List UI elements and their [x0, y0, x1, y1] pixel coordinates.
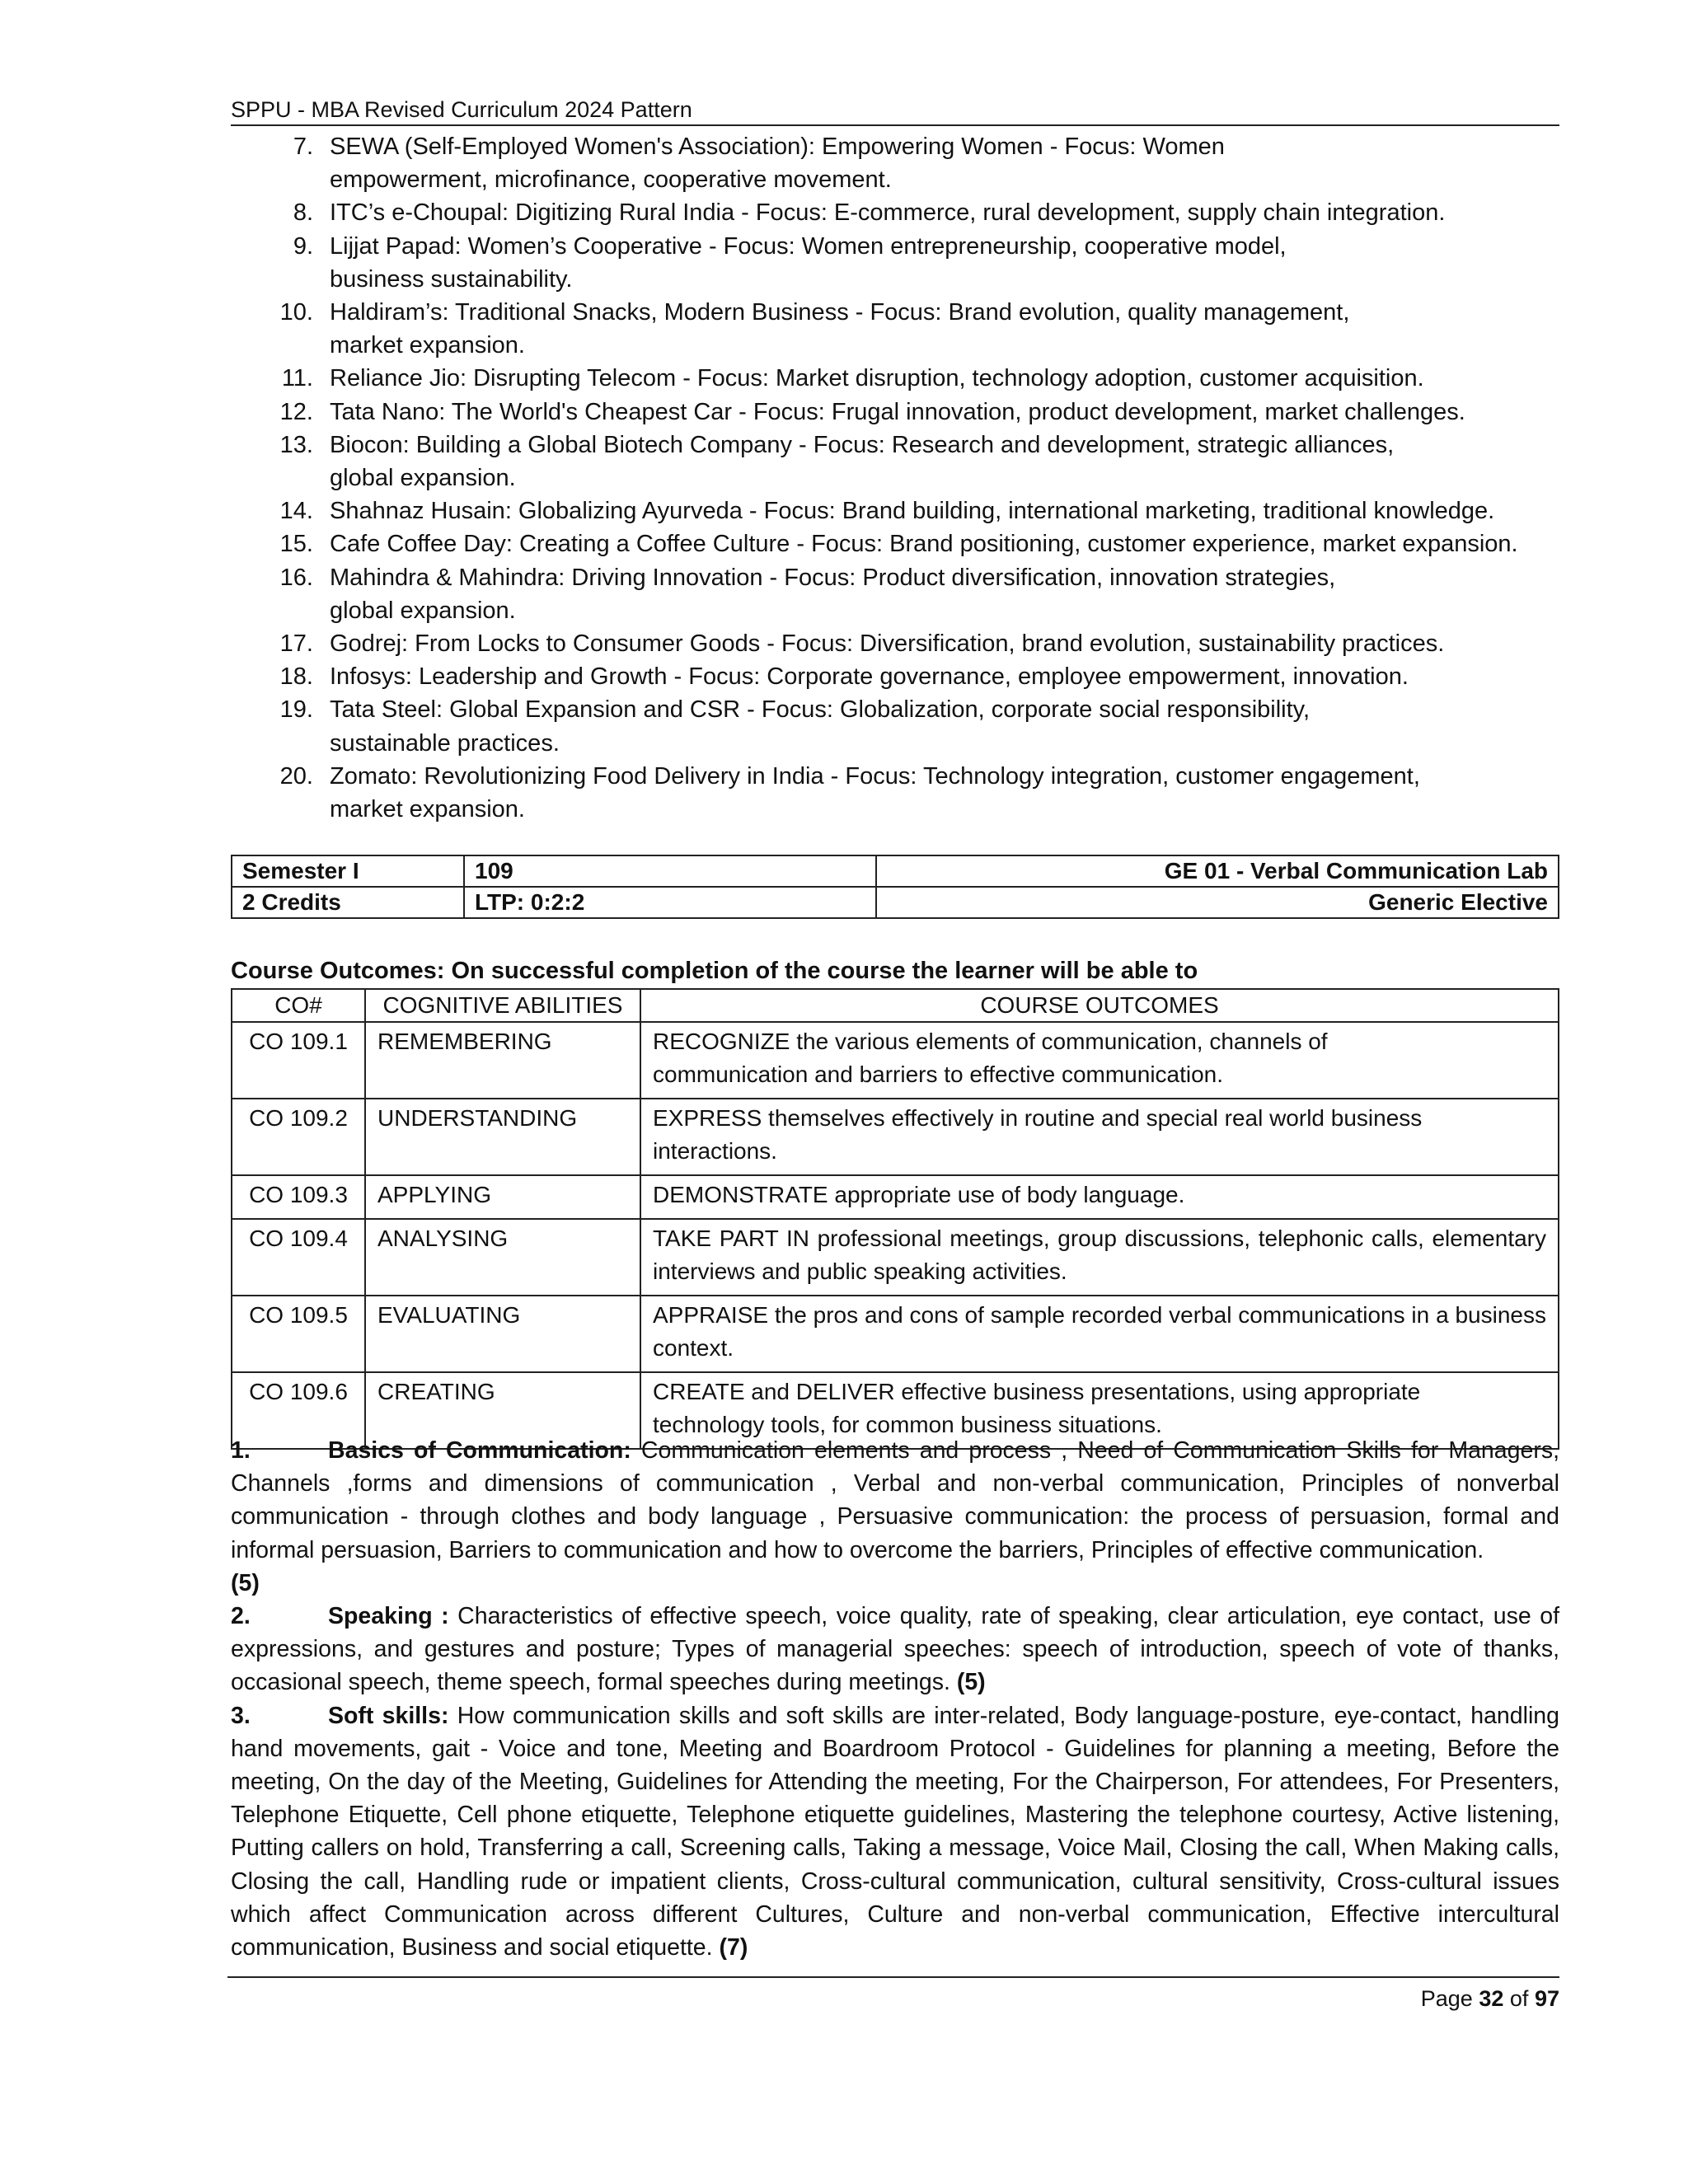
unit-number: 2. — [231, 1603, 251, 1630]
list-text-cont: empowerment, microfinance, cooperative movement. — [330, 166, 892, 194]
unit-title: Basics of Communication: — [328, 1437, 631, 1464]
unit-hours: (5) — [231, 1569, 260, 1596]
list-number: 10. — [279, 299, 313, 326]
list-text: Godrej: From Locks to Consumer Goods - Focus: Diversification, brand evolution, sustainability practices. — [330, 630, 1445, 658]
outcome-cell: EXPRESS themselves effectively in routine and special real world business interactions. — [640, 1099, 1559, 1175]
list-number: 11. — [281, 365, 313, 392]
course-outcomes-table — [231, 988, 1559, 1450]
of-label: of — [1509, 1986, 1529, 2011]
page-label: Page — [1420, 1986, 1473, 2011]
list-text: Biocon: Building a Global Biotech Company - Focus: Research and development, strategic alliances, — [330, 431, 1395, 458]
footer-divider — [227, 1976, 1559, 1978]
list-number: 16. — [279, 564, 313, 591]
list-item — [280, 429, 1566, 494]
list-text: Lijjat Papad: Women’s Cooperative - Focus: Women entrepreneurship, cooperative model, — [330, 232, 1287, 260]
list-text: Shahnaz Husain: Globalizing Ayurveda - Focus: Brand building, international marketing, traditional knowledge. — [330, 498, 1495, 525]
unit-title: Soft skills: — [328, 1702, 449, 1729]
list-text: Cafe Coffee Day: Creating a Coffee Culture - Focus: Brand positioning, customer experience, market expansion. — [330, 531, 1518, 558]
unit-number: 1. — [231, 1437, 251, 1464]
unit-paragraph — [231, 1434, 1559, 1600]
list-item — [280, 196, 1566, 229]
list-number: 19. — [279, 696, 313, 724]
co-number-cell: CO 109.5 — [232, 1296, 365, 1372]
cognitive-ability-cell: UNDERSTANDING — [365, 1099, 640, 1175]
list-number: 17. — [279, 630, 313, 658]
course-code-cell: 109 — [464, 855, 876, 887]
unit-paragraph — [231, 1600, 1559, 1699]
list-number: 9. — [293, 232, 313, 260]
list-item — [280, 230, 1566, 296]
cognitive-ability-cell: ANALYSING — [365, 1219, 640, 1296]
cognitive-ability-cell: CREATING — [365, 1372, 640, 1449]
list-item — [280, 561, 1566, 627]
list-number: 20. — [279, 762, 313, 790]
course-title-cell: GE 01 - Verbal Communication Lab — [876, 855, 1559, 887]
list-item — [280, 494, 1566, 527]
list-text: SEWA (Self-Employed Women's Association): Empowering Women - Focus: Women — [330, 134, 1225, 160]
semester-cell: Semester I — [232, 855, 464, 887]
table-row — [232, 887, 1559, 918]
list-item — [280, 660, 1566, 693]
course-outcomes-caption: Course Outcomes: On successful completion of the course the learner will be able to — [231, 958, 1198, 984]
list-text-cont: market expansion. — [330, 796, 525, 823]
list-number: 12. — [279, 398, 313, 425]
list-item — [280, 760, 1566, 826]
outcome-cell: TAKE PART IN professional meetings, group discussions, telephonic calls, elementary interviews and public speaking activities. — [640, 1219, 1559, 1296]
unit-text: How communication skills and soft skills are inter-related, Body language-posture, eye-contact, handling hand movements, gait - Voice and tone, Meeting and Boardroom Protocol - Guidelines for planning a meeting, Before the meeting, On the day of the Meeting, Guidelines for Attending the meeting, For the Chairperson, For attendees, For Presenters, Telephone Etiquette, Cell phone etiquette, Telephone etiquette guidelines, Mastering the telephone courtesy, Active listening, Putting callers on hold, Transferring a call, Screening calls, Taking a message, Voice Mail, Closing the call, When Making calls, Closing the call, Handling rude or impatient clients, Cross-cultural communication, cultural sensitivity, Cross-cultural issues which affect Communication across different Cultures, Culture and non-verbal communication, Effective intercultural communication, Business and social etiquette. — [231, 1702, 1559, 1961]
list-item — [280, 627, 1566, 660]
list-item — [280, 362, 1566, 395]
list-item — [280, 693, 1566, 759]
table-header-row — [232, 989, 1559, 1022]
list-item — [280, 527, 1566, 560]
outcome-cell: DEMONSTRATE appropriate use of body language. — [640, 1175, 1559, 1219]
credits-cell: 2 Credits — [232, 887, 464, 918]
list-text: Tata Nano: The World's Cheapest Car - Focus: Frugal innovation, product development, market challenges. — [330, 398, 1465, 425]
list-item — [280, 396, 1566, 429]
list-text: Zomato: Revolutionizing Food Delivery in India - Focus: Technology integration, customer engagement, — [330, 762, 1420, 790]
table-row — [232, 1219, 1559, 1296]
list-text: ITC’s e-Choupal: Digitizing Rural India - Focus: E-commerce, rural development, supply chain integration. — [330, 199, 1446, 227]
outcome-cell: CREATE and DELIVER effective business presentations, using appropriate technology tools, for common business situations. — [640, 1372, 1559, 1449]
unit-text: Characteristics of effective speech, voice quality, rate of speaking, clear articulation, eye contact, use of expressions, and gestures and posture; Types of managerial speeches: speech of introduction, speech of vote of thanks, occasional speech, theme speech, formal speeches during meetings. — [231, 1603, 1559, 1696]
page-number: 32 — [1479, 1986, 1504, 2011]
list-number: 15. — [279, 531, 313, 558]
total-pages: 97 — [1534, 1986, 1559, 2011]
list-number: 18. — [279, 663, 313, 691]
unit-number: 3. — [231, 1702, 251, 1729]
table-row — [232, 1175, 1559, 1219]
ltp-cell: LTP: 0:2:2 — [464, 887, 876, 918]
list-text: Reliance Jio: Disrupting Telecom - Focus: Market disruption, technology adoption, customer acquisition. — [330, 365, 1424, 392]
co-number-cell: CO 109.3 — [232, 1175, 365, 1219]
course-type-cell: Generic Elective — [876, 887, 1559, 918]
list-item — [280, 296, 1566, 362]
list-text: Haldiram’s: Traditional Snacks, Modern Business - Focus: Brand evolution, quality management, — [330, 299, 1350, 326]
unit-title: Speaking : — [328, 1603, 449, 1630]
unit-paragraph — [231, 1699, 1559, 1965]
list-number: 13. — [279, 431, 313, 458]
list-text-cont: global expansion. — [330, 597, 516, 624]
outcome-cell: RECOGNIZE the various elements of communication, channels of communication and barriers to effective communication. — [640, 1022, 1559, 1099]
list-text-cont: sustainable practices. — [330, 729, 560, 757]
table-row — [232, 1022, 1559, 1099]
table-row — [232, 1296, 1559, 1372]
list-text: Mahindra & Mahindra: Driving Innovation - Focus: Product diversification, innovation strategies, — [330, 564, 1336, 591]
list-number: 8. — [293, 199, 313, 227]
column-header: CO# — [232, 989, 365, 1022]
list-item — [280, 130, 1566, 196]
table-row — [232, 1099, 1559, 1175]
column-header: COURSE OUTCOMES — [640, 989, 1559, 1022]
unit-text: Communication elements and process , Need of Communication Skills for Managers, Channels ,forms and dimensions of communication , Verbal and non-verbal communication, Principles of nonverbal communication - through clothes and body language , Persuasive communication: the process of persuasion, formal and informal persuasion, Barriers to communication and how to overcome the barriers, Principles of effective communication. — [231, 1437, 1559, 1563]
case-study-list — [280, 130, 1566, 826]
list-text-cont: business sustainability. — [330, 265, 573, 293]
list-text-cont: global expansion. — [330, 465, 516, 492]
cognitive-ability-cell: EVALUATING — [365, 1296, 640, 1372]
cognitive-ability-cell: APPLYING — [365, 1175, 640, 1219]
co-number-cell: CO 109.6 — [232, 1372, 365, 1449]
cognitive-ability-cell: REMEMBERING — [365, 1022, 640, 1099]
list-number: 7. — [293, 134, 313, 160]
list-text: Tata Steel: Global Expansion and CSR - Focus: Globalization, corporate social responsibility, — [330, 696, 1311, 724]
syllabus-units — [231, 1434, 1559, 1964]
list-text: Infosys: Leadership and Growth - Focus: Corporate governance, employee empowerment, innovation. — [330, 663, 1409, 691]
running-header: SPPU - MBA Revised Curriculum 2024 Pattern — [231, 97, 1559, 126]
table-row — [232, 855, 1559, 887]
outcome-cell: APPRAISE the pros and cons of sample recorded verbal communications in a business context. — [640, 1296, 1559, 1372]
unit-hours: (7) — [719, 1934, 748, 1961]
unit-hours: (5) — [956, 1669, 986, 1696]
column-header: COGNITIVE ABILITIES — [365, 989, 640, 1022]
co-number-cell: CO 109.2 — [232, 1099, 365, 1175]
co-number-cell: CO 109.1 — [232, 1022, 365, 1099]
list-number: 14. — [279, 498, 313, 525]
list-text-cont: market expansion. — [330, 332, 525, 359]
page-footer — [1421, 1986, 1559, 2012]
co-number-cell: CO 109.4 — [232, 1219, 365, 1296]
semester-info-table — [231, 855, 1559, 919]
